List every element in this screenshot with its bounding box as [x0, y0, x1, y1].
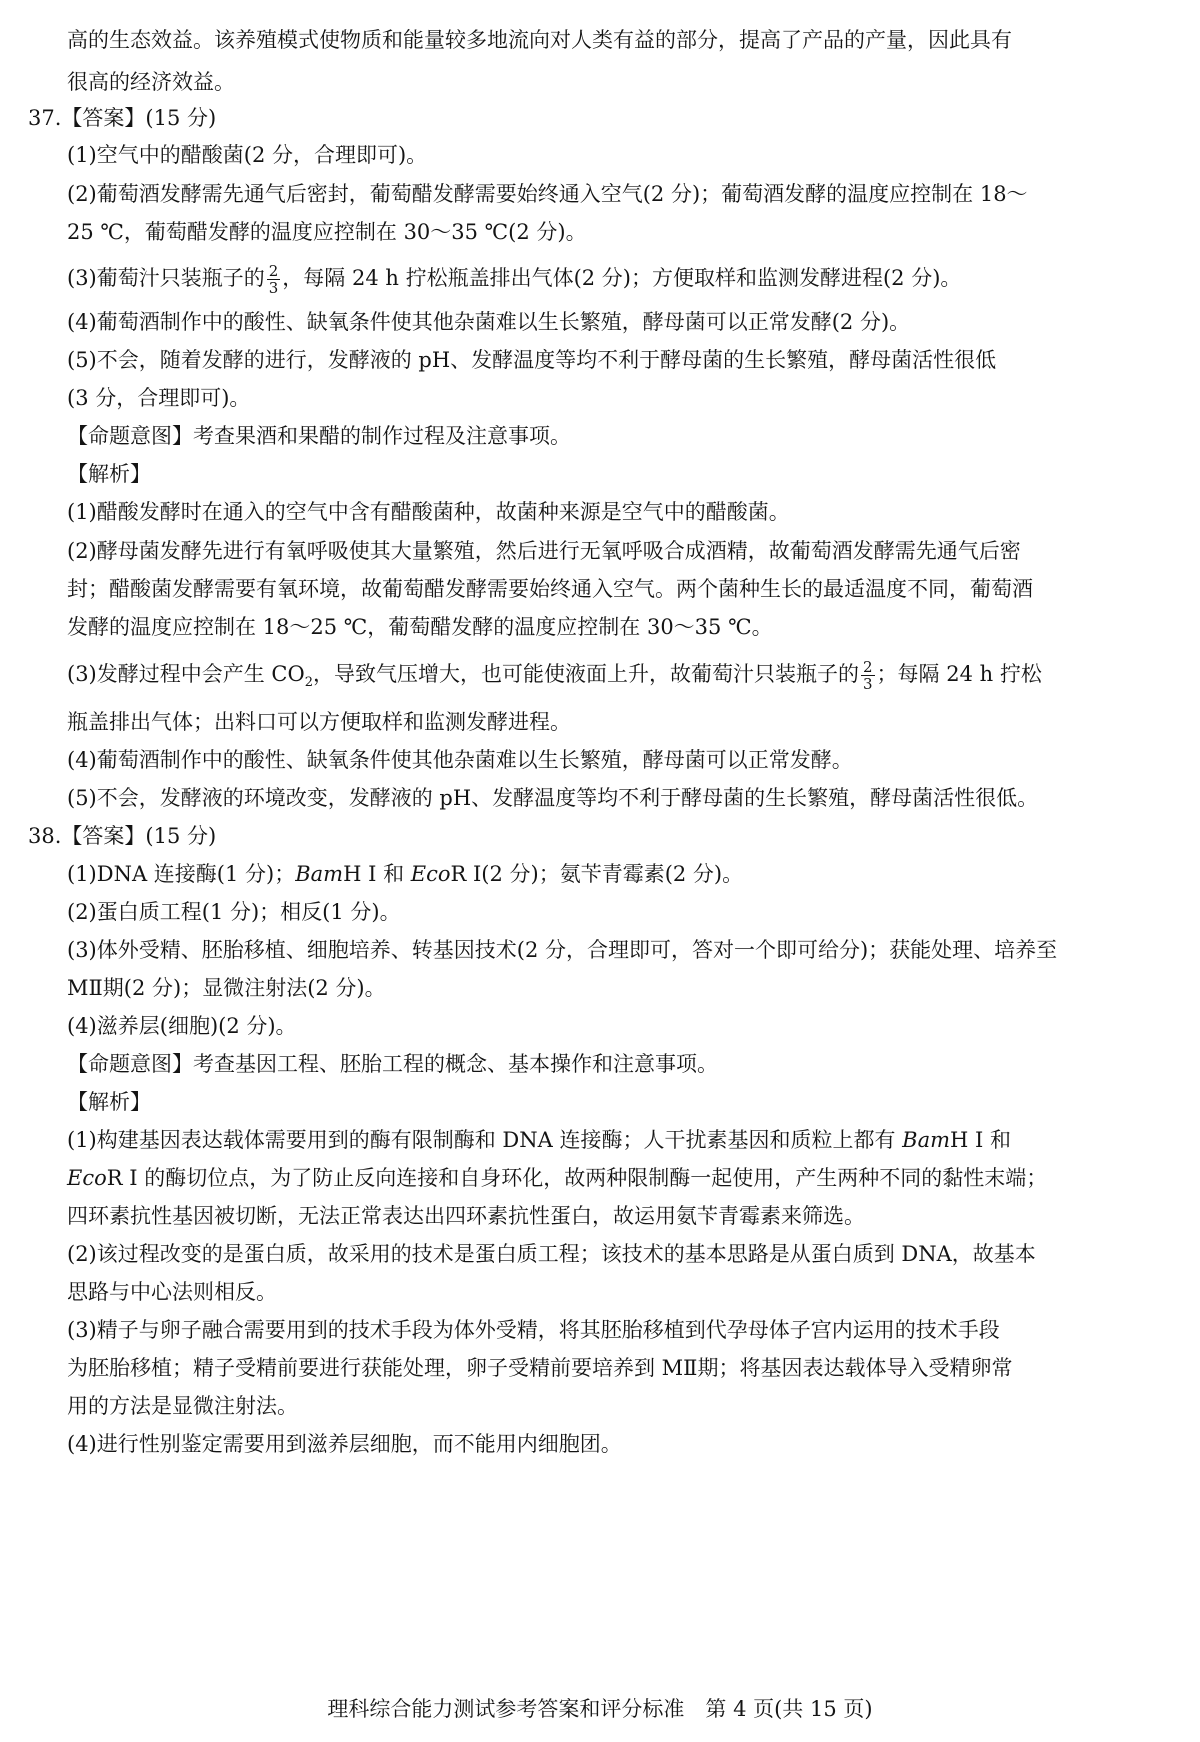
q37-answer-5-line-1: (5)不会，随着发酵的进行，发酵液的 pH、发酵温度等均不利于酵母菌的生长繁殖，酵母菌活性很低 [67, 348, 997, 372]
q37-answer-5-line-2: (3 分，合理即可)。 [67, 386, 251, 410]
q38-analysis-title: 【解析】 [67, 1090, 151, 1114]
q38-explain-2-line-2: 思路与中心法则相反。 [67, 1280, 277, 1304]
q37-explain-2-line-3: 发酵的温度应控制在 18～25 ℃，葡萄醋发酵的温度应控制在 30～35 ℃。 [67, 615, 773, 639]
q38-answer-3-line-2: MⅡ期(2 分)；显微注射法(2 分)。 [67, 976, 386, 1000]
q37-answer-3-pre: (3)葡萄汁只装瓶子的 [67, 266, 265, 290]
q38-explain-3-line-3: 用的方法是显微注射法。 [67, 1394, 298, 1418]
q37-answer-1: (1)空气中的醋酸菌(2 分，合理即可)。 [67, 143, 428, 167]
q38-explain-4: (4)进行性别鉴定需要用到滋养层细胞，而不能用内细胞团。 [67, 1432, 622, 1456]
fraction-two-thirds-2 [861, 659, 875, 692]
q37-answer-4: (4)葡萄酒制作中的酸性、缺氧条件使其他杂菌难以生长繁殖，酵母菌可以正常发酵(2 分)。 [67, 310, 911, 334]
q37-answer-3-post: ，每隔 24 h 拧松瓶盖排出气体(2 分)；方便取样和监测发酵进程(2 分)。 [282, 266, 962, 290]
q38-explain-1-line-2-text: R Ⅰ 的酶切位点，为了防止反向连接和自身环化，故两种限制酶一起使用，产生两种不同的黏性末端； [106, 1166, 1048, 1190]
q37-explain-3-line-1 [67, 656, 1042, 701]
co2-subscript: 2 [304, 675, 313, 691]
q38-explain-1-line-2 [67, 1160, 1047, 1196]
q38-header: 38.【答案】(15 分) [28, 824, 217, 848]
q38-explain-1-line-1 [67, 1122, 1011, 1158]
q37-analysis-title: 【解析】 [67, 462, 151, 486]
q37-explain-1: (1)醋酸发酵时在通入的空气中含有醋酸菌种，故菌种来源是空气中的醋酸菌。 [67, 500, 790, 524]
intro-line-1: 高的生态效益。该养殖模式使物质和能量较多地流向对人类有益的部分，提高了产品的产量，因此具有 [67, 28, 1012, 52]
q38-explain-1-line-3: 四环素抗性基因被切断，无法正常表达出四环素抗性蛋白，故运用氨苄青霉素来筛选。 [67, 1204, 865, 1228]
q38-explain-1-pre: (1)构建基因表达载体需要用到的酶有限制酶和 DNA 连接酶；人干扰素基因和质粒上都有 [67, 1128, 903, 1152]
eco-italic-2: Eco [67, 1166, 107, 1190]
q37-explain-2-line-1: (2)酵母菌发酵先进行有氧呼吸使其大量繁殖，然后进行无氧呼吸合成酒精，故葡萄酒发酵需先通气后密 [67, 539, 1021, 563]
intro-line-2: 很高的经济效益。 [67, 70, 235, 94]
fraction-denominator: 3 [268, 279, 279, 297]
q38-answer-1 [67, 856, 743, 892]
q38-explain-3-line-1: (3)精子与卵子融合需要用到的技术手段为体外受精，将其胚胎移植到代孕母体子宫内运用的技术手段 [67, 1318, 1000, 1342]
q38-answer-1-hi: H Ⅰ 和 [343, 862, 411, 886]
page-footer: 理科综合能力测试参考答案和评分标准 第 4 页(共 15 页) [327, 1697, 873, 1721]
q37-answer-2-line-1: (2)葡萄酒发酵需先通气后密封，葡萄醋发酵需要始终通入空气(2 分)；葡萄酒发酵的温度应控制在 18～ [67, 182, 1028, 206]
q38-answer-4: (4)滋养层(细胞)(2 分)。 [67, 1014, 297, 1038]
q37-explain-3-line-2: 瓶盖排出气体；出料口可以方便取样和监测发酵进程。 [67, 710, 571, 734]
eco-italic: Eco [410, 862, 451, 886]
q37-explain-3-pre: (3)发酵过程中会产生 CO [67, 662, 305, 686]
fraction-two-thirds [267, 263, 281, 296]
fraction-denominator: 3 [863, 675, 873, 693]
q38-answer-2: (2)蛋白质工程(1 分)；相反(1 分)。 [67, 900, 401, 924]
q38-answer-1-pre: (1)DNA 连接酶(1 分)； [67, 862, 296, 886]
bam-italic: Bam [295, 862, 344, 886]
q37-answer-3 [67, 260, 961, 296]
fraction-numerator: 2 [268, 262, 279, 280]
q37-explain-2-line-2: 封；醋酸菌发酵需要有氧环境，故葡萄醋发酵需要始终通入空气。两个菌种生长的最适温度不同，葡萄酒 [67, 577, 1033, 601]
q37-explain-5: (5)不会，发酵液的环境改变，发酵液的 pH、发酵温度等均不利于酵母菌的生长繁殖，酵母菌活性很低。 [67, 786, 1039, 810]
q38-explain-1-post: H Ⅰ 和 [950, 1128, 1011, 1152]
bam-italic-2: Bam [902, 1128, 951, 1152]
q38-answer-3-line-1: (3)体外受精、胚胎移植、细胞培养、转基因技术(2 分，合理即可，答对一个即可给分)；获能处理、培养至 [67, 938, 1058, 962]
q38-explain-2-line-1: (2)该过程改变的是蛋白质，故采用的技术是蛋白质工程；该技术的基本思路是从蛋白质到 DNA，故基本 [67, 1242, 1036, 1266]
q38-explain-3-line-2: 为胚胎移植；精子受精前要进行获能处理，卵子受精前要培养到 MⅡ期；将基因表达载体导入受精卵常 [67, 1356, 1013, 1380]
q38-answer-1-ri: R Ⅰ(2 分)；氨苄青霉素(2 分)。 [450, 862, 744, 886]
q37-answer-2-line-2: 25 ℃，葡萄醋发酵的温度应控制在 30～35 ℃(2 分)。 [67, 220, 587, 244]
q37-explain-3-post: ；每隔 24 h 拧松 [876, 662, 1042, 686]
q37-header: 37.【答案】(15 分) [28, 106, 217, 130]
q37-explain-3-mid: ，导致气压增大，也可能使液面上升，故葡萄汁只装瓶子的 [313, 662, 859, 686]
fraction-numerator: 2 [863, 658, 873, 676]
q38-intent: 【命题意图】考查基因工程、胚胎工程的概念、基本操作和注意事项。 [67, 1052, 718, 1076]
q37-explain-4: (4)葡萄酒制作中的酸性、缺氧条件使其他杂菌难以生长繁殖，酵母菌可以正常发酵。 [67, 748, 853, 772]
q37-intent: 【命题意图】考查果酒和果醋的制作过程及注意事项。 [67, 424, 571, 448]
